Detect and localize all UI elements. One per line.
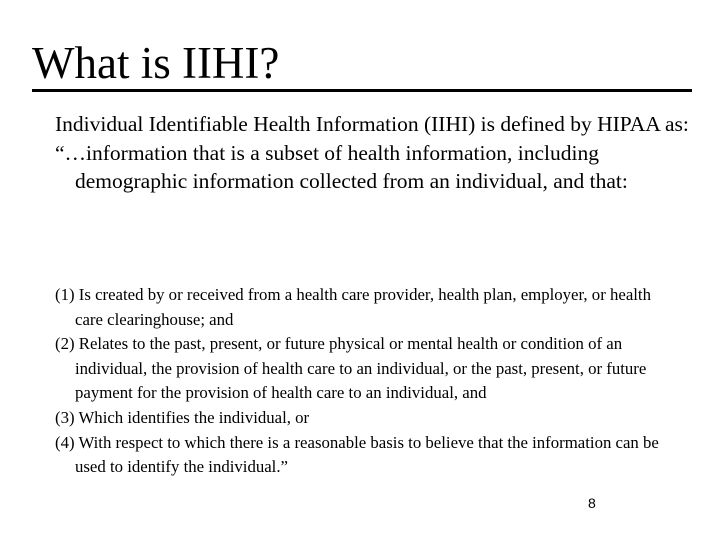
definition-lead: Individual Identifiable Health Information (IIHI) is defined by HIPAA as: — [55, 112, 689, 136]
definition-intro — [55, 110, 695, 196]
clause-item: (3) Which identifies the individual, or — [55, 407, 310, 427]
definition-clauses — [55, 283, 675, 480]
definition-quote: “…information that is a subset of health information, including demographic information collected from an individual, and that: — [55, 140, 628, 193]
page-number: 8 — [588, 495, 596, 511]
clause-item: (4) With respect to which there is a reasonable basis to believe that the information can be used to identify the individual.” — [55, 432, 659, 477]
slide-title: What is IIHI? — [32, 38, 280, 88]
title-underline — [32, 89, 692, 92]
clause-item: (2) Relates to the past, present, or future physical or mental health or condition of an individual, the provision of health care to an individual, or the past, present, or future payment for the provision of health care to an individual, and — [55, 334, 647, 403]
clause-item: (1) Is created by or received from a health care provider, health plan, employer, or health care clearinghouse; and — [55, 285, 651, 329]
